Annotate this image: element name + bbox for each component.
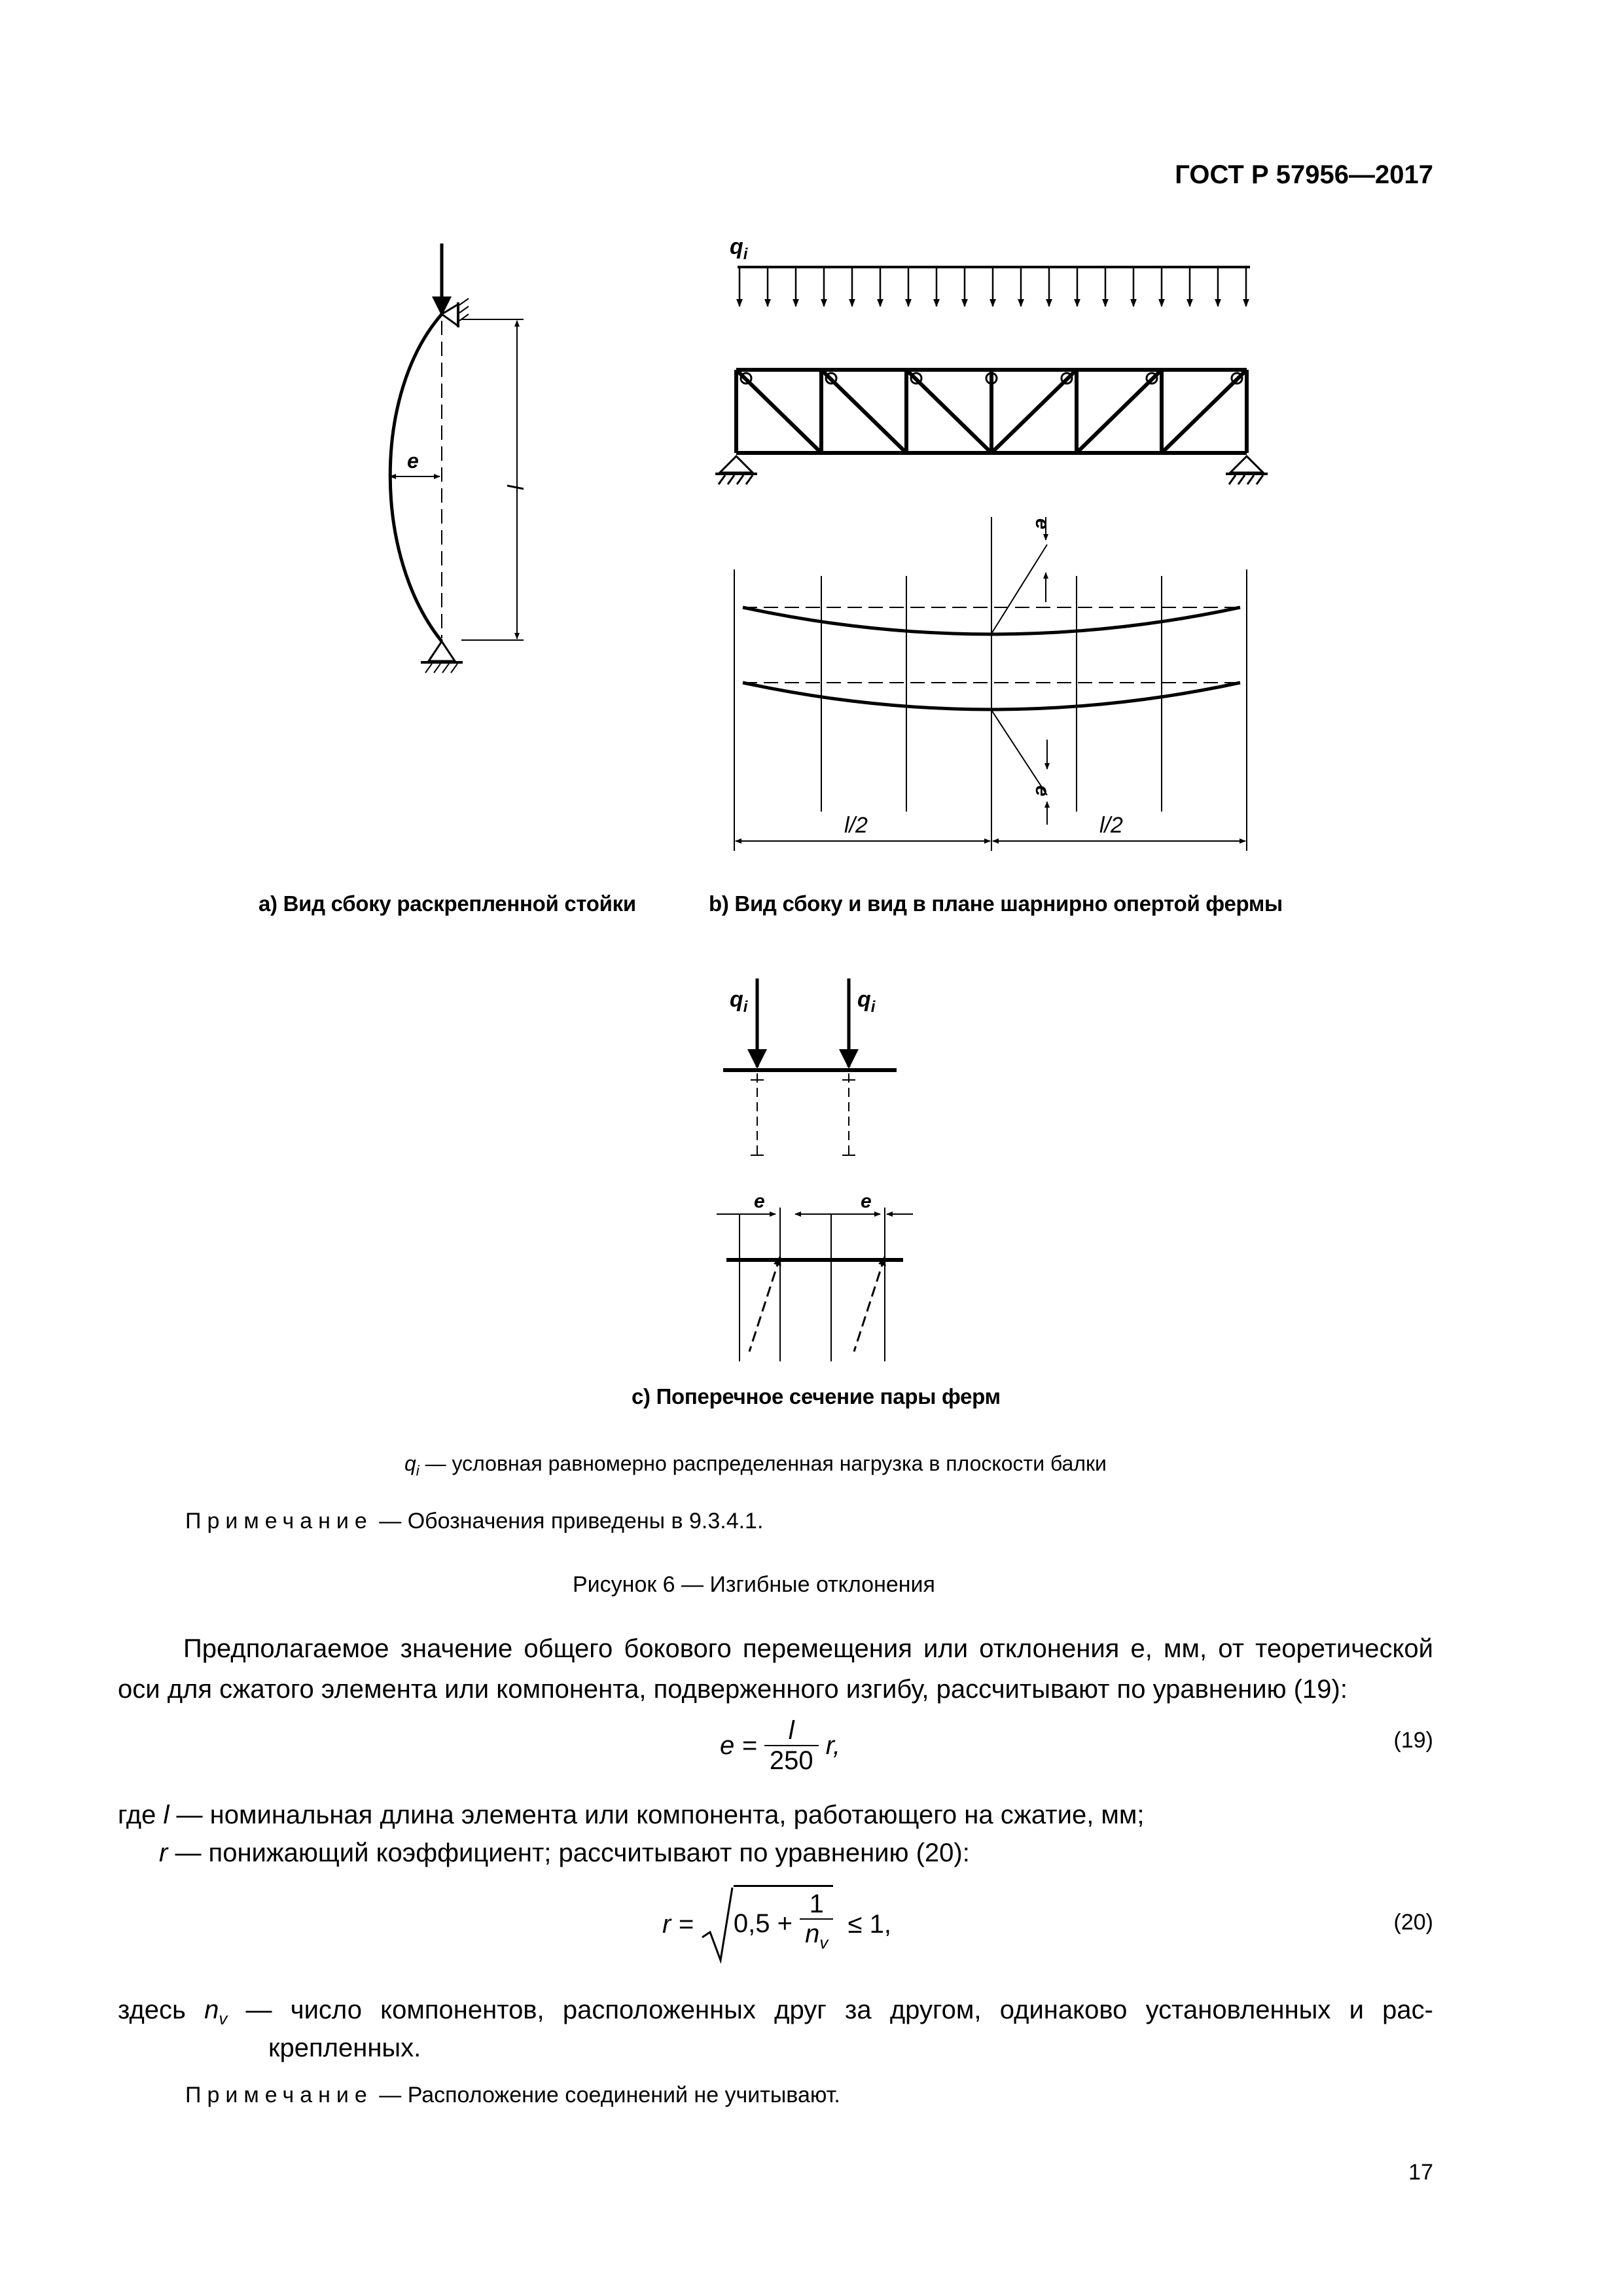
figure-note: Примечание — Обозначения приведены в 9.3.4.1. (185, 1509, 764, 1534)
paragraph-1: Предполагаемое значение общего бокового перемещения или отклонения e, мм, от теоретической оси для сжатого элемента или компонента, подверженного изгибу, рассчитывают по уравнению (19): (118, 1634, 1433, 1704)
sqrt-sign-icon (701, 1885, 734, 1964)
plan-e-bottom-label: e (1031, 785, 1053, 797)
column-e-label: e (407, 449, 419, 473)
truss-load-label: $q_i$ (730, 234, 748, 263)
caption-a: a) Вид сбоку раскрепленной стойки (259, 891, 636, 916)
caption-c: c) Поперечное сечение пары ферм (632, 1384, 1001, 1408)
equation-19: e = $\frac{l}{250}$ r, (720, 1716, 840, 1775)
where-l-line: где l — номинальная длина элемента или компонента, работающего на сжатие, мм; (118, 1801, 1145, 1829)
section-load-left-label: $q_i$ (730, 987, 748, 1016)
figure-title: Рисунок 6 — Изгибные отклонения (573, 1572, 935, 1597)
section-e-right-label: e (861, 1191, 872, 1212)
column-l-label: l (502, 484, 527, 490)
distributed-load (738, 267, 1250, 306)
eq20-fraction: $\frac{1}{n_v}$ (800, 1890, 833, 1957)
truss-plan-view (734, 517, 1247, 851)
half-span-right-label: l/2 (1099, 813, 1123, 838)
where-r-line: r — понижающий коэффициент; рассчитывают по уравнению (20): (159, 1839, 970, 1867)
plan-e-top-label: e (1031, 518, 1053, 529)
body-note: Примечание — Расположение соединений не учитывают. (185, 2083, 840, 2108)
half-span-left-label: l/2 (844, 813, 868, 838)
page-number: 17 (1408, 2160, 1433, 2185)
eq19-fraction: $\frac{l}{250}$ (764, 1716, 819, 1775)
caption-b: b) Вид сбоку и вид в плане шарнирно опертой фермы (709, 891, 1283, 916)
standard-header: ГОСТ Р 57956—2017 (1175, 160, 1433, 189)
equation-20: r = 0,5 + $\frac{1}{n_v}$ ≤ 1, (662, 1878, 891, 1970)
truss-side-view (715, 370, 1268, 484)
here-nv-line: здесь $n_v$ — число компонентов, расположенных друг за другом, одинаково установленных и рас- (118, 1996, 1433, 2028)
section-load-right-label: $q_i$ (857, 987, 876, 1016)
equation-19-number: (19) (1393, 1728, 1433, 1753)
cross-section-view (717, 978, 913, 1361)
figure-legend: $q_i$ — условная равномерно распределенная нагрузка в плоскости балки (404, 1452, 1107, 1479)
here-nv-continuation: крепленных. (268, 2034, 421, 2062)
equation-20-number: (20) (1393, 1910, 1433, 1935)
section-e-left-label: e (754, 1191, 765, 1212)
